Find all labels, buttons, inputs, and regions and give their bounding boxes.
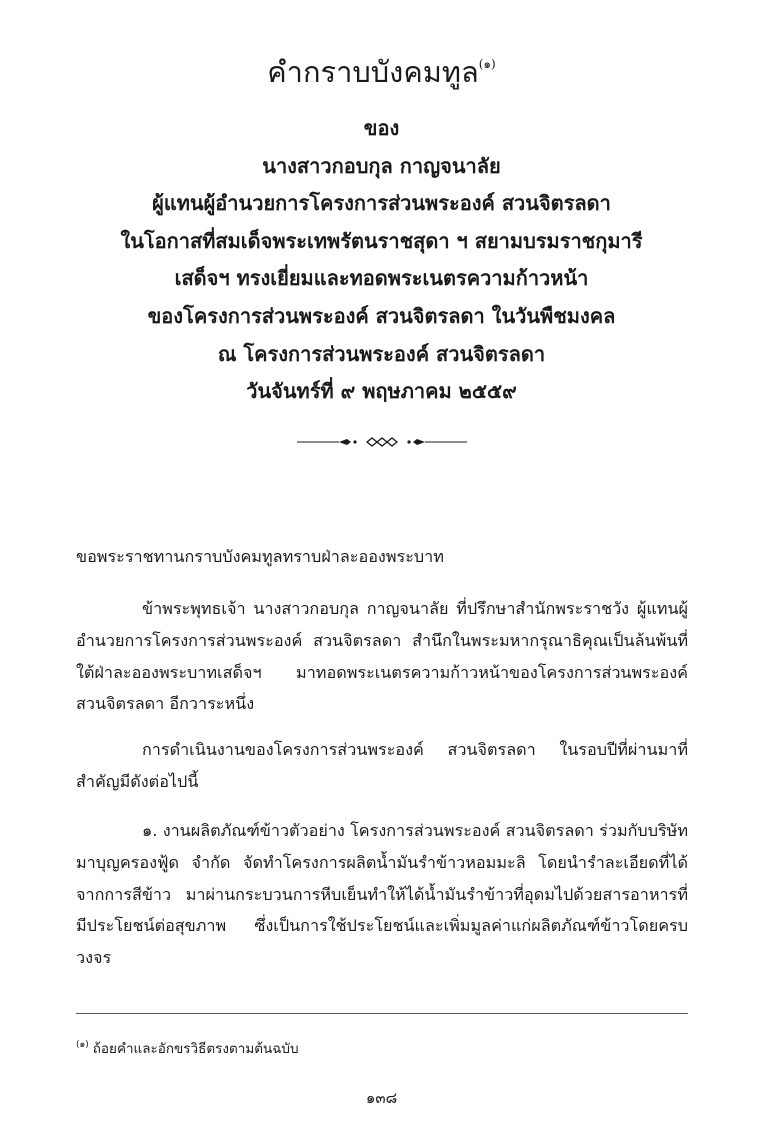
- paragraph-text: ๑. งานผลิตภัณฑ์ข้าวตัวอย่าง โครงการส่วนพระองค์ สวนจิตรลดา ร่วมกับบริษัท มาบุญครองฟู้ด จำกัด จัดทำโครงการผลิตน้ำมันรำข้าวหอมมะลิ โดยนำรำละเอียดที่ได้จากการสีข้าว มาผ่านกระบวนการหีบเย็นทำให้ได้น้ำมันรำข้าวที่อุดมไปด้วยสารอาหารที่มีประโยชน์ต่อสุขภาพ ซึ่งเป็นการใช้ประโยชน์และเพิ่มมูลค่าแก่ผลิตภัณฑ์ข้าวโดยครบวงจร: [76, 821, 688, 968]
- ornament-divider: [295, 434, 469, 450]
- page-title: [0, 44, 763, 92]
- header-line: ของโครงการส่วนพระองค์ สวนจิตรลดา ในวันพืชมงคล: [147, 303, 616, 328]
- paragraph-text: ข้าพระพุทธเจ้า นางสาวกอบกุล กาญจนาลัย ที่ปรึกษาสำนักพระราชวัง ผู้แทนผู้อำนวยการโครงการส่วนพระองค์ สวนจิตรลดา สำนึกในพระมหากรุณาธิคุณเป็นล้นพ้นที่ใต้ฝ่าละอองพระบาทเสด็จฯ มาทอดพระเนตรความก้าวหน้าของโครงการส่วนพระองค์ สวนจิตรลดา อีกวาระหนึ่ง: [76, 599, 688, 714]
- header-block: [0, 110, 763, 411]
- title-text: คำกราบบังคมทูล: [267, 55, 479, 89]
- footnote-marker: (๑): [76, 1040, 89, 1050]
- salutation: ขอพระราชทานกราบบังคมทูลทราบฝ่าละอองพระบาท: [76, 547, 444, 566]
- header-line: วันจันทร์ที่ ๙ พฤษภาคม ๒๕๕๙: [246, 379, 517, 404]
- paragraph: [76, 734, 688, 798]
- header-line: นางสาวกอบกุล กาญจนาลัย: [262, 153, 501, 178]
- footnote: [76, 1034, 688, 1060]
- header-line: เสด็จฯ ทรงเยี่ยมและทอดพระเนตรความก้าวหน้า: [174, 266, 589, 291]
- footnote-text: ถ้อยคำและอักขรวิธีตรงตามต้นฉบับ: [92, 1041, 299, 1057]
- paragraph: [76, 815, 688, 974]
- header-line: ณ โครงการส่วนพระองค์ สวนจิตรลดา: [217, 341, 546, 366]
- paragraph: [76, 593, 688, 720]
- page-number: ๑๓๘: [365, 1089, 398, 1107]
- header-line: ในโอกาสที่สมเด็จพระเทพรัตนราชสุดา ฯ สยามบรมราชกุมารี: [120, 228, 643, 253]
- footnote-divider: [76, 1013, 688, 1014]
- paragraph-text: การดำเนินงานของโครงการส่วนพระองค์ สวนจิตรลดา ในรอบปีที่ผ่านมาที่สำคัญมีดังต่อไปนี้: [76, 740, 688, 791]
- header-line: ของ: [363, 116, 400, 140]
- title-footnote-marker: (๑): [478, 57, 496, 71]
- header-line: ผู้แทนผู้อำนวยการโครงการส่วนพระองค์ สวนจิตรลดา: [152, 191, 611, 216]
